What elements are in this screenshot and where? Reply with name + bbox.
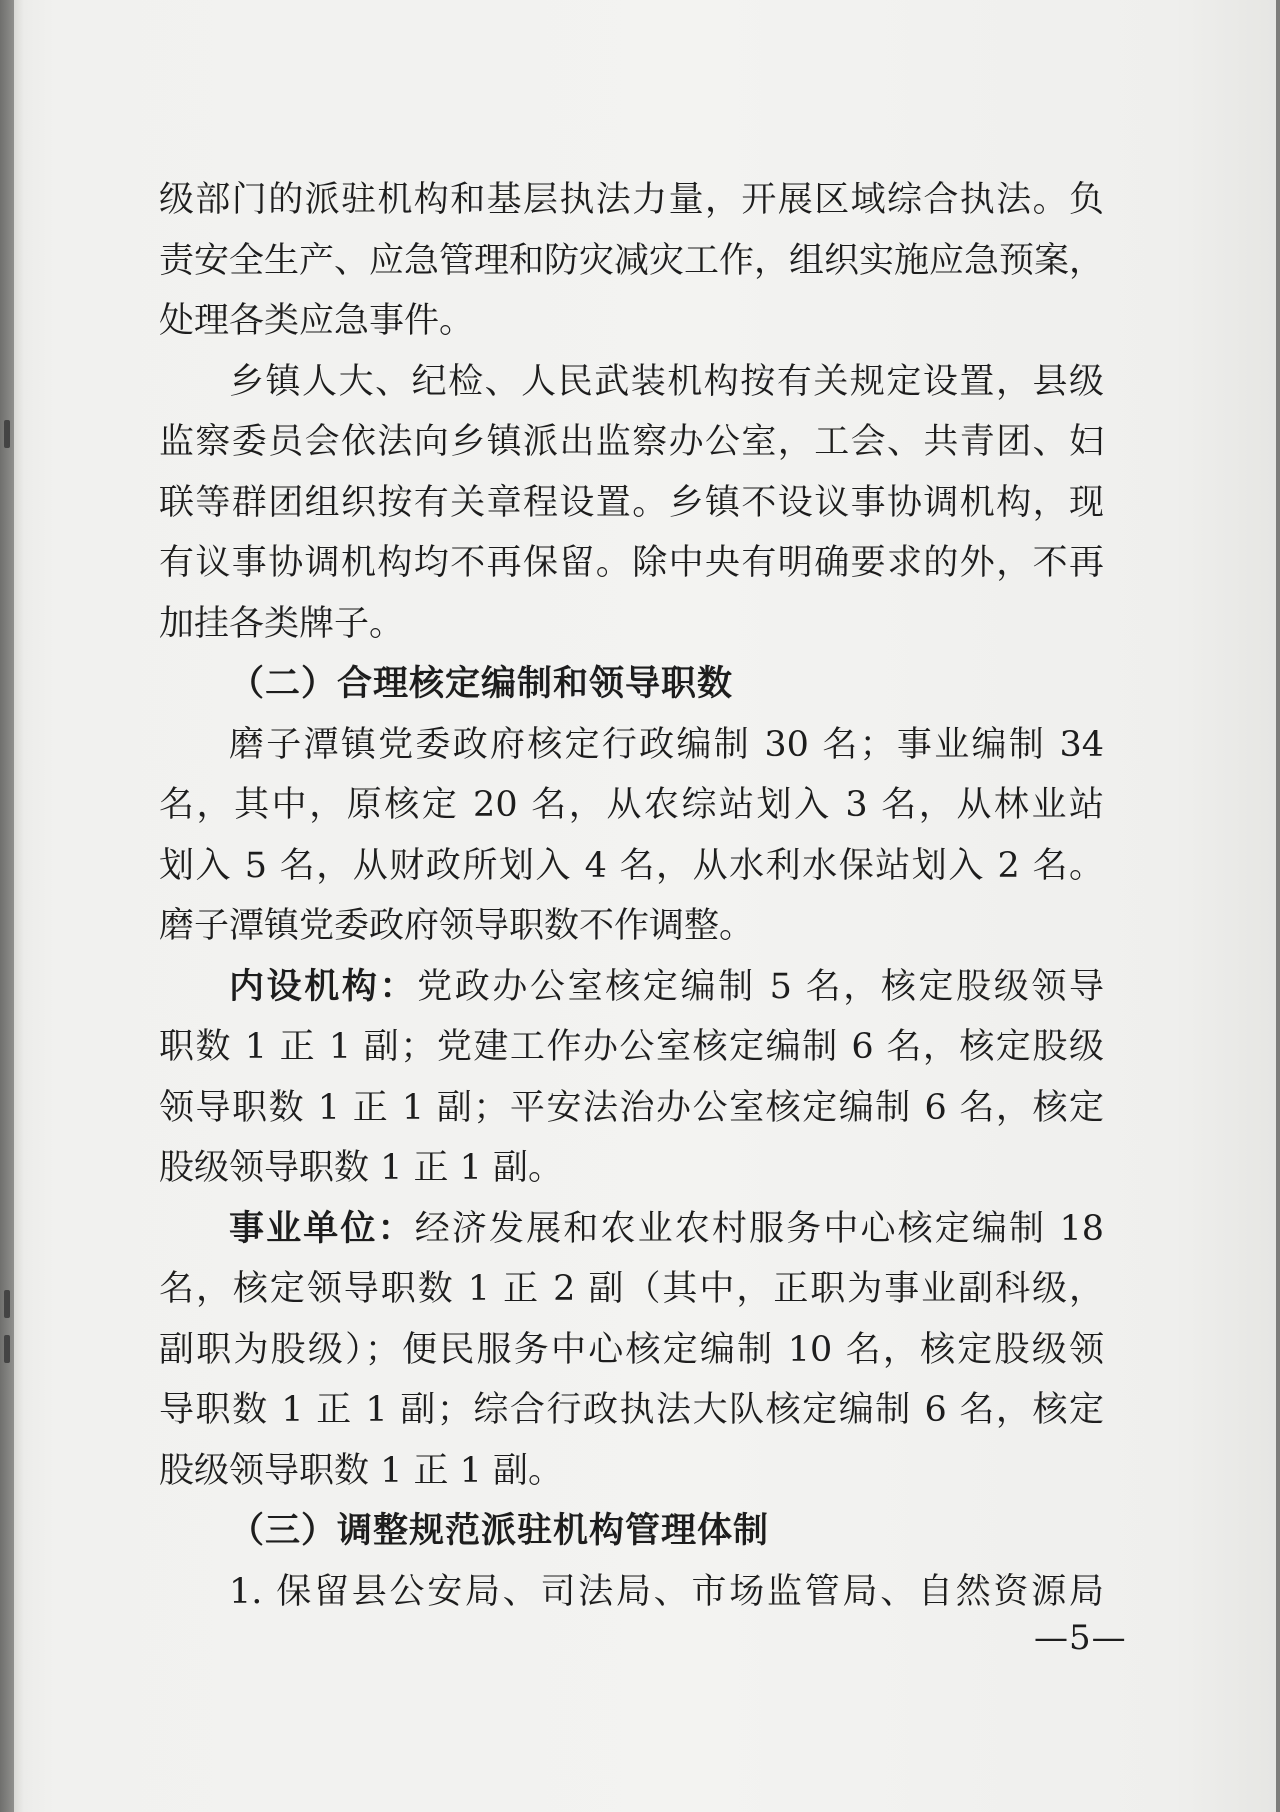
paragraph: [159, 170, 1104, 352]
text-line: 磨子潭镇党委政府核定行政编制 30 名；事业编制 34: [229, 724, 1104, 765]
document-body: [159, 170, 1104, 1622]
text-line: 乡镇人大、纪检、人民武装机构按有关规定设置，县级: [229, 361, 1104, 402]
text-run: 党政办公室核定编制 5 名，核定股级领导: [417, 966, 1104, 1007]
page-number: —5—: [1034, 1618, 1127, 1658]
bold-lead: 事业单位：: [229, 1207, 415, 1249]
section-heading: （二）合理核定编制和领导职数: [229, 663, 734, 704]
text-line: 加挂各类牌子。: [159, 603, 405, 644]
paragraph: [159, 715, 1104, 957]
text-line: 导职数 1 正 1 副；综合行政执法大队核定编制 6 名，核定: [159, 1390, 1104, 1430]
binding-staple-mark: [4, 1290, 10, 1318]
text-line: 名，其中，原核定 20 名，从农综站划入 3 名，从林业站: [159, 785, 1104, 825]
text-line: 处理各类应急事件。: [159, 301, 475, 341]
text-line: 职数 1 正 1 副；党建工作办公室核定编制 6 名，核定股级: [159, 1027, 1104, 1067]
text-line: 副职为股级）；便民服务中心核定编制 10 名，核定股级领: [159, 1329, 1104, 1370]
text-line: 名，核定领导职数 1 正 2 副（其中，正职为事业副科级，: [159, 1269, 1104, 1309]
text-line: [159, 957, 1104, 1018]
text-line: 股级领导职数 1 正 1 副。: [159, 1450, 564, 1491]
text-line: 监察委员会依法向乡镇派出监察办公室，工会、共青团、妇: [159, 422, 1104, 462]
text-line: 划入 5 名，从财政所划入 4 名，从水利水保站划入 2 名。: [159, 845, 1104, 886]
section-heading: （三）调整规范派驻机构管理体制: [229, 1510, 770, 1551]
text-line: 磨子潭镇党委政府领导职数不作调整。: [159, 906, 755, 946]
paragraph: [159, 352, 1104, 655]
text-line: 级部门的派驻机构和基层执法力量，开展区域综合执法。负: [159, 180, 1104, 220]
paragraph: [159, 1199, 1104, 1502]
bold-lead: 内设机构：: [229, 965, 418, 1007]
text-line: 领导职数 1 正 1 副；平安法治办公室核定编制 6 名，核定: [159, 1087, 1104, 1128]
binding-staple-mark: [4, 420, 10, 448]
text-line: 1. 保留县公安局、司法局、市场监管局、自然资源局: [229, 1571, 1104, 1612]
text-line: 股级领导职数 1 正 1 副。: [159, 1148, 564, 1188]
text-line: 联等群团组织按有关章程设置。乡镇不设议事协调机构，现: [159, 482, 1104, 523]
text-line: 有议事协调机构均不再保留。除中央有明确要求的外，不再: [159, 543, 1104, 583]
document-page: [14, 0, 1276, 1812]
text-run: 经济发展和农业农村服务中心核定编制 18: [414, 1208, 1104, 1249]
paragraph: [159, 1562, 1104, 1623]
text-line: 责安全生产、应急管理和防灾减灾工作，组织实施应急预案，: [159, 240, 1105, 281]
paragraph: [159, 957, 1104, 1199]
binding-staple-mark: [4, 1335, 10, 1363]
text-line: [159, 1199, 1104, 1260]
